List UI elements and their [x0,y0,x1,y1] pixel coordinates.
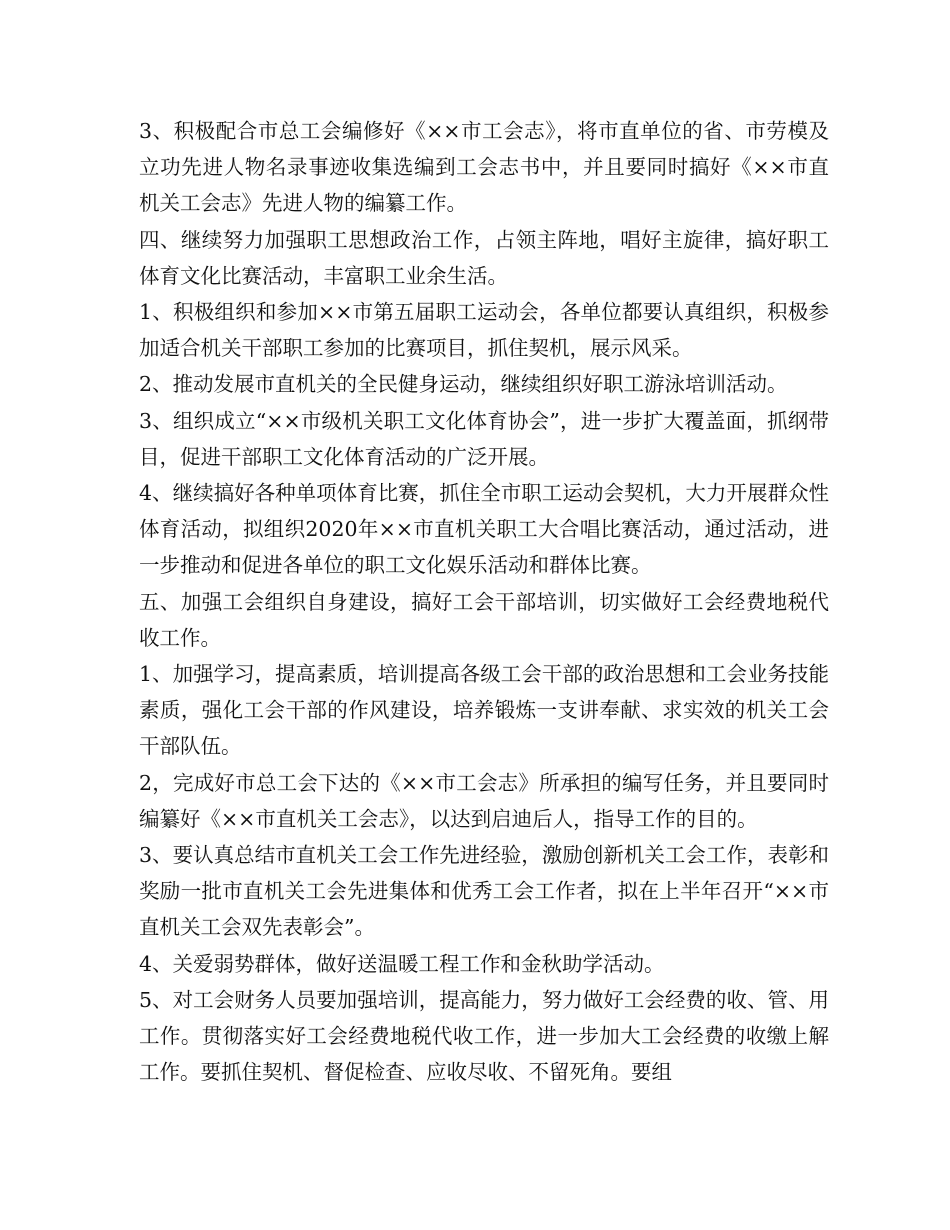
paragraph-item-1-sports-meet: 1、积极组织和参加××市第五届职工运动会，各单位都要认真组织，积极参加适合机关干部职工参加的比赛项目，抓住契机，展示风采。 [139,300,829,361]
document-body [139,113,829,1090]
paragraph-item-1-training: 1、加强学习，提高素质，培训提高各级工会干部的政治思想和工会业务技能素质，强化工会干部的作风建设，培养锻炼一支讲奉献、求实效的机关工会干部队伍。 [139,662,829,759]
section-heading-5: 五、加强工会组织自身建设，搞好工会干部培训，切实做好工会经费地税代收工作。 [139,589,829,650]
section-heading-4: 四、继续努力加强职工思想政治工作，占领主阵地，唱好主旋律，搞好职工体育文化比赛活动，丰富职工业余生活。 [139,227,829,288]
paragraph-item-3-association: 3、组织成立“××市级机关职工文化体育协会”，进一步扩大覆盖面，抓纲带目，促进干部职工文化体育活动的广泛开展。 [139,408,829,469]
paragraph-item-4-care: 4、关爱弱势群体，做好送温暖工程工作和金秋助学活动。 [139,951,665,976]
paragraph-item-2-fitness: 2、推动发展市直机关的全民健身运动，继续组织好职工游泳培训活动。 [139,372,788,397]
paragraph-item-5-finance: 5、对工会财务人员要加强培训，提高能力，努力做好工会经费的收、管、用工作。贯彻落实好工会经费地税代收工作，进一步加大工会经费的收缴上解工作。要抓住契机、督促检查、应收尽收、不留死角。要组 [139,987,829,1085]
paragraph-item-4-competitions: 4、继续搞好各种单项体育比赛，抓住全市职工运动会契机，大力开展群众性体育活动，拟组织2020年××市直机关职工大合唱比赛活动，通过活动，进一步推动和促进各单位的职工文化娱乐活动和群体比赛。 [139,481,829,578]
paragraph-item-2-compile: 2，完成好市总工会下达的《××市工会志》所承担的编写任务，并且要同时编纂好《××市直机关工会志》，以达到启迪后人，指导工作的目的。 [139,770,829,831]
paragraph-item-3-gonghuizhi: 3、积极配合市总工会编修好《××市工会志》，将市直单位的省、市劳模及立功先进人物名录事迹收集选编到工会志书中，并且要同时搞好《××市直机关工会志》先进人物的编纂工作。 [139,119,829,216]
paragraph-item-3-commendation: 3、要认真总结市直机关工会工作先进经验，激励创新机关工会工作，表彰和奖励一批市直机关工会先进集体和优秀工会工作者，拟在上半年召开“××市直机关工会双先表彰会”。 [139,843,829,940]
